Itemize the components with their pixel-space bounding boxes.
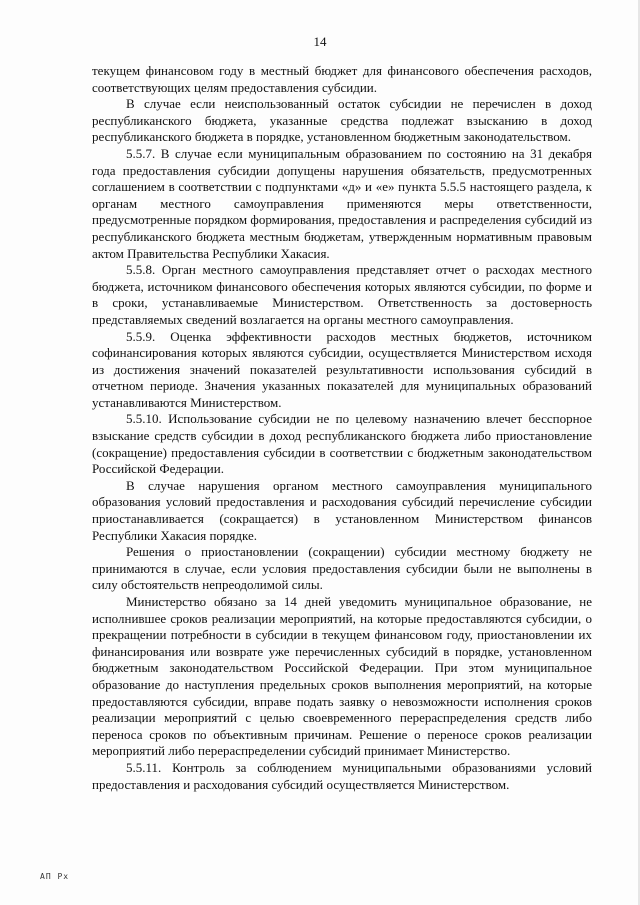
paragraph-5-5-11: 5.5.11. Контроль за соблюдением муниципальными образованиями условий предоставления и расходования субсидий осуществляется Министерством. xyxy=(92,759,592,792)
document-body xyxy=(92,63,592,793)
footer-mark: АП Рх xyxy=(40,872,70,881)
paragraph-5-5-7: 5.5.7. В случае если муниципальным образованием по состоянию на 31 декабря года предоставления субсидии допущены нарушения обязательств, предусмотренных соглашением в соответствии с подпунктами «д» и «е» пункта 5.5.5 настоящего раздела, к органам местного самоуправления применяются меры ответственности, предусмотренные порядком формирования, предоставления и распределения субсидий из республиканского бюджета местным бюджетам, утвержденным нормативным правовым актом Правительства Республики Хакасия. xyxy=(92,145,592,261)
paragraph-continuation: текущем финансовом году в местный бюджет для финансового обеспечения расходов, соответствующих целям предоставления субсидии. xyxy=(92,63,592,95)
paragraph-5-5-9: 5.5.9. Оценка эффективности расходов местных бюджетов, источником софинансирования которых являются субсидии, осуществляется Министерством исходя из достижения значений показателей результативности использования субсидий в отчетном периоде. Значения указанных показателей для муниципальных образований устанавливаются Министерством. xyxy=(92,328,592,410)
paragraph-force-majeure: Решения о приостановлении (сокращении) субсидии местному бюджету не принимаются в случае, если условия предоставления субсидии были не выполнены в силу обстоятельств непреодолимой силы. xyxy=(92,544,592,593)
paragraph-unspent-balance: В случае если неиспользованный остаток субсидии не перечислен в доход республиканского бюджета, указанные средства подлежат взысканию в доход республиканского бюджета в порядке, установленном бюджетным законодательством. xyxy=(92,96,592,145)
paragraph-5-5-8: 5.5.8. Орган местного самоуправления представляет отчет о расходах местного бюджета, источником финансового обеспечения которых являются субсидии, по форме и в сроки, устанавливаемые Министерством. Ответственность за достоверность представляемых сведений возлагается на органы местного самоуправления. xyxy=(92,262,592,327)
page-number: 14 xyxy=(313,34,327,49)
paragraph-violation-suspension: В случае нарушения органом местного самоуправления муниципального образования условий предоставления и расходования субсидий перечисление субсидии приостанавливается (сокращается) в установленном Министерством финансов Республики Хакасия порядке. xyxy=(92,477,592,543)
paragraph-5-5-10: 5.5.10. Использование субсидии не по целевому назначению влечет бесспорное взыскание средств субсидии в доход республиканского бюджета либо приостановление (сокращение) предоставления субсидии в соответствии с бюджетным законодательством Российской Федерации. xyxy=(92,411,592,477)
paragraph-ministry-notice: Министерство обязано за 14 дней уведомить муниципальное образование, не исполнившее сроков реализации мероприятий, на которые предоставляются субсидии, о прекращении потребности в субсидии в текущем финансовом году, приостановлении их финансирования или возврате уже перечисленных субсидий в порядке, установленном бюджетным законодательством Российской Федерации. При этом муниципальное образование до наступления предельных сроков выполнения мероприятий, на которые предоставляются субсидии, вправе подать заявку о невозможности исполнения сроков реализации мероприятий с целью своевременного перераспределения средств либо переноса сроков по объективным причинам. Решение о переносе сроков реализации мероприятий либо перераспределении субсидий принимает Министерство. xyxy=(92,594,592,759)
